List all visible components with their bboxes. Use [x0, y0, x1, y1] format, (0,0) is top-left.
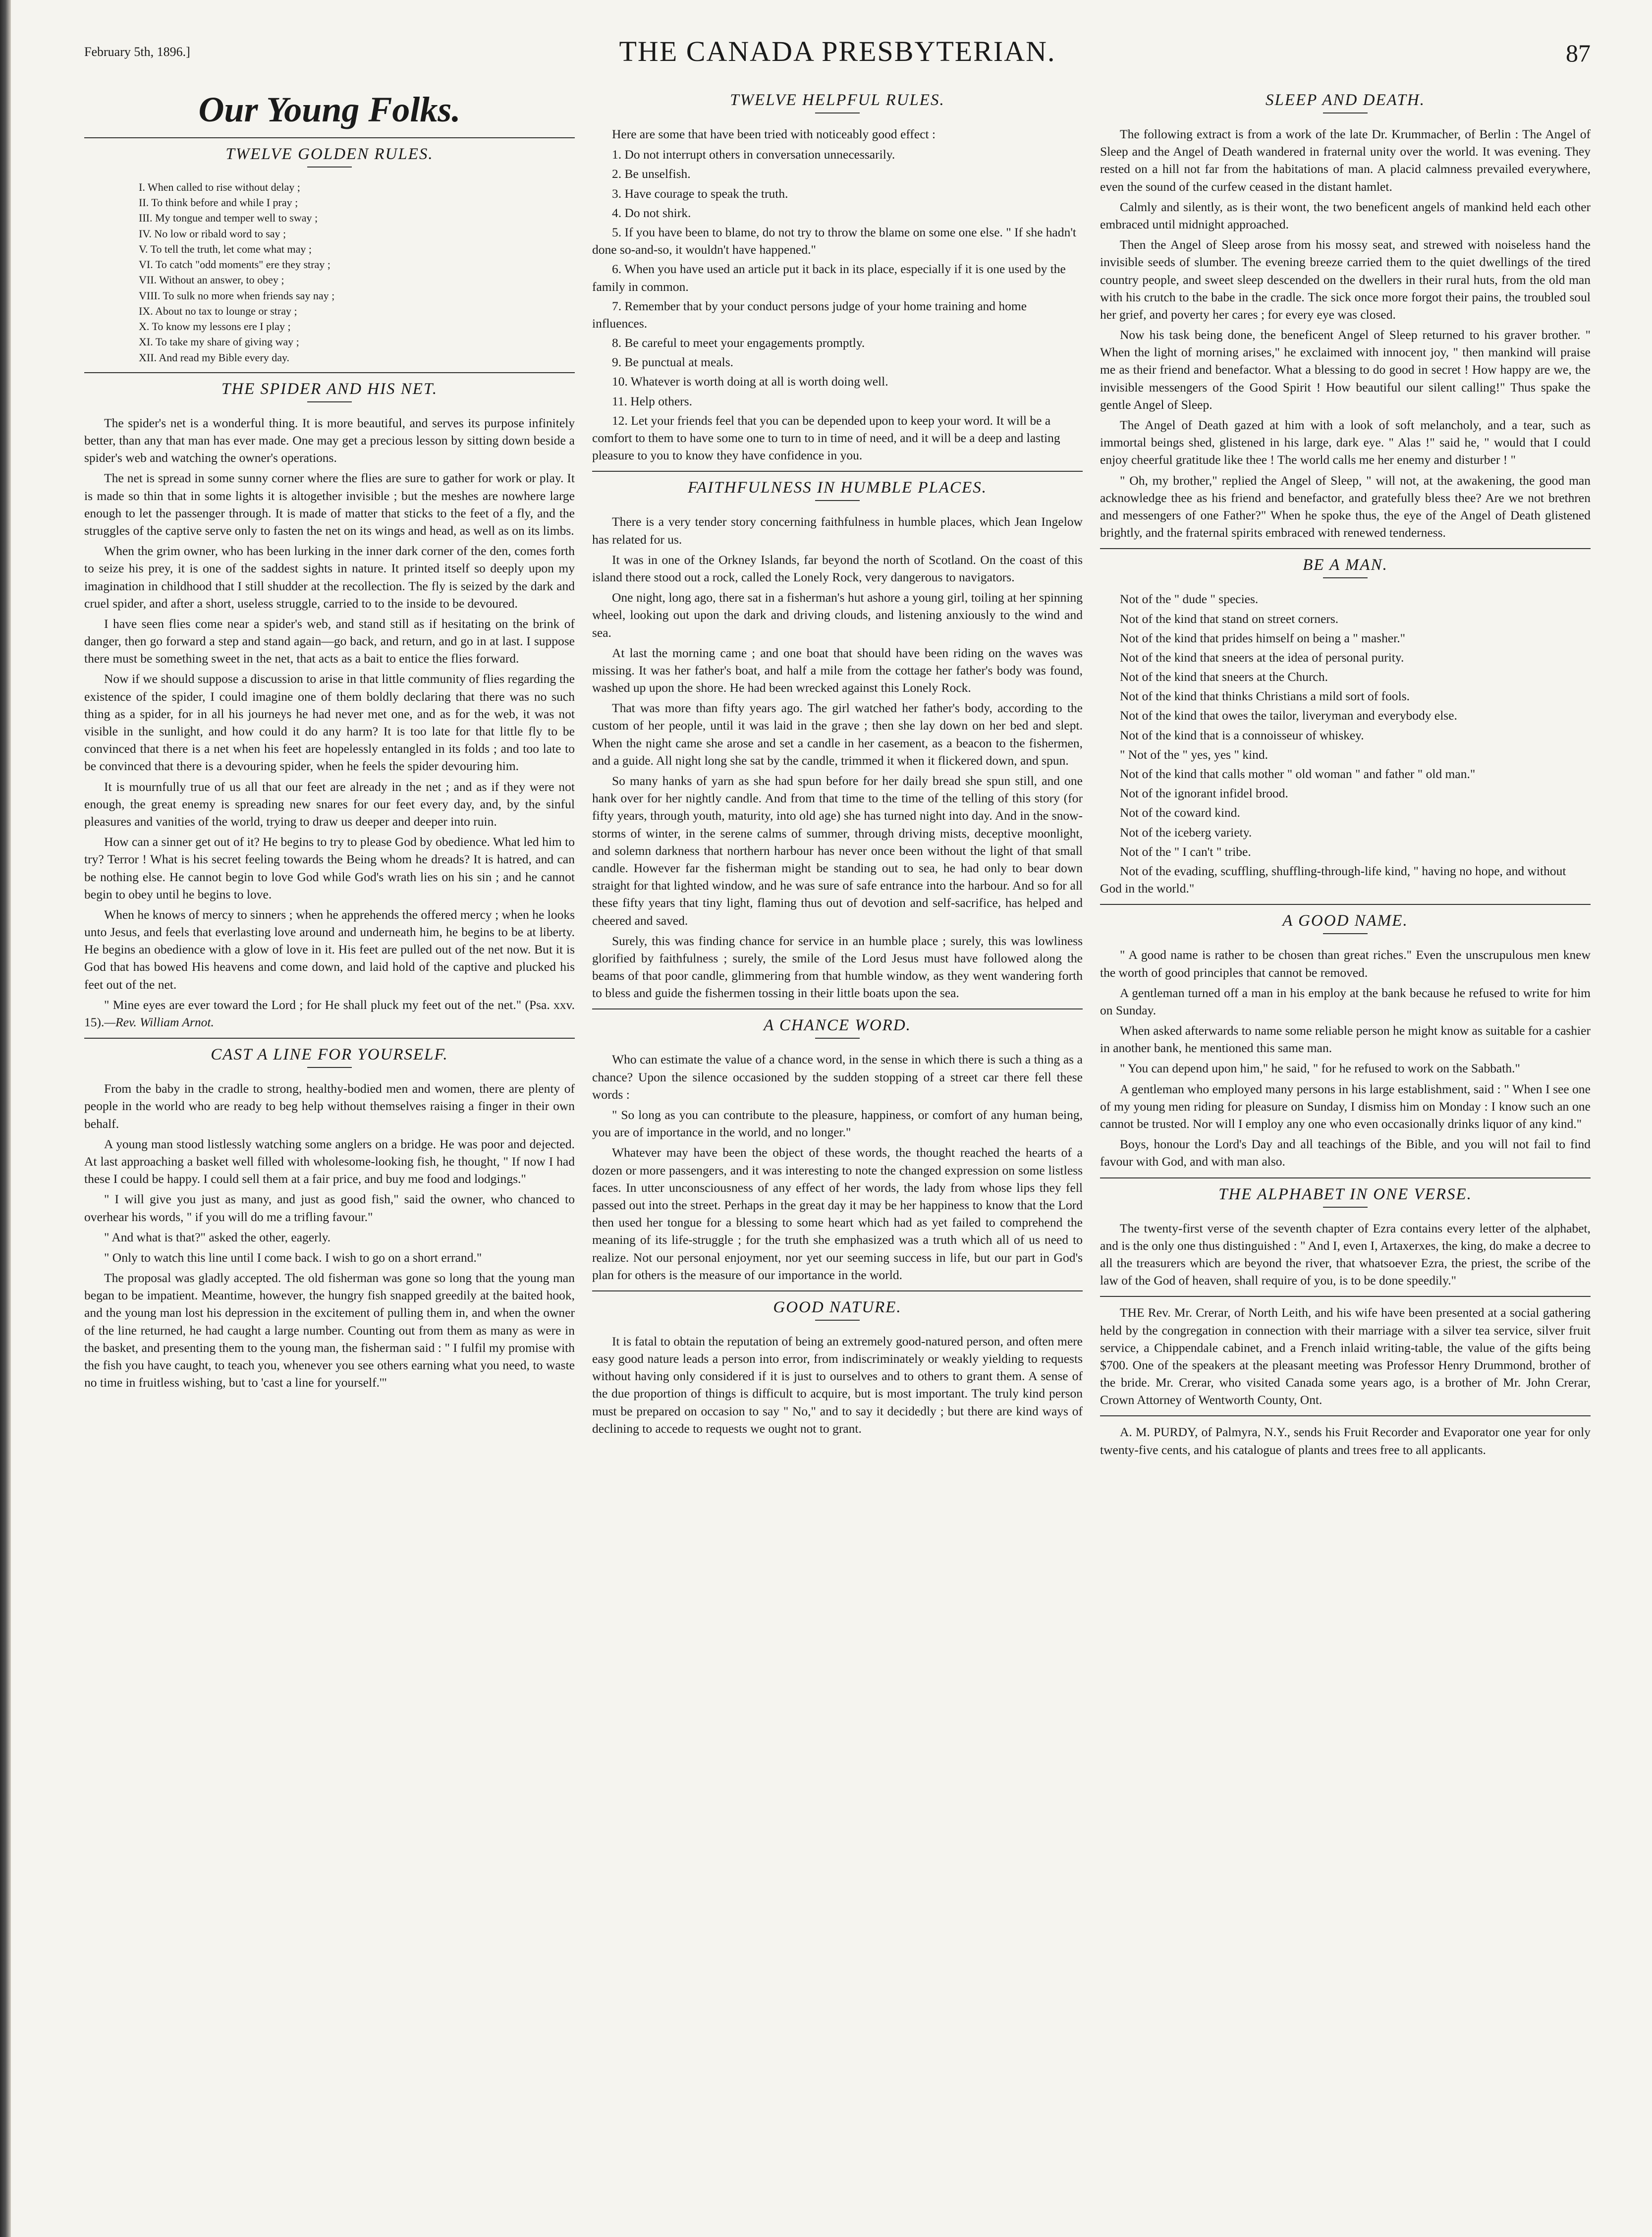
divider: [84, 1038, 575, 1039]
list-item: IV. No low or ribald word to say ;: [139, 227, 286, 240]
paragraph: That was more than fifty years ago. The girl watched her father's body, according to the custom of her people, until it was laid in the grave ; then she lay down on her bed and slept. When the night came she arose and set a candle in her casement, as a beacon to the fishermen, and a guide. All night long she sat by the candle, trimmed it when it flickered down, and spun.: [592, 701, 1083, 768]
list-item: Not of the kind that prides himself on being a " masher.": [1120, 630, 1406, 645]
divider: [1100, 904, 1591, 905]
list-item: Not of the kind that thinks Christians a mild sort of fools.: [1120, 689, 1410, 704]
section-title: GOOD NATURE.: [773, 1298, 902, 1316]
list-item: IX. About no tax to lounge or stray ;: [139, 304, 297, 317]
paragraph: Boys, honour the Lord's Day and all teachings of the Bible, and you will not fail to find favour with God, and with man also.: [1100, 1137, 1591, 1169]
paragraph: " A good name is rather to be chosen than great riches." Even the unscrupulous men knew the worth of good principles that cannot be removed.: [1100, 948, 1591, 980]
paragraph: One night, long ago, there sat in a fisherman's hut ashore a young girl, toiling at her spinning wheel, looking out upon the dark and driving clouds, and listening anxiously to the wind and sea.: [592, 590, 1083, 640]
column-3: [1100, 84, 1591, 2215]
paragraph: So many hanks of yarn as she had spun before for her daily bread she spun still, and one hank over for her nightly candle. And from that time to the time of the telling of this story (for fifty years, through youth, maturity, into old age) she has turned night into day. And in the snow-storms of winter, in the serene calms of summer, through driving mists, deceptive moonlight, and solemn darkness that northern harbour has never once been without the light of that small candle. However far the fisherman might be standing out to sea, he had only to bear down straight for that lighted window, and he was sure of safe entrance into the harbour. And so for all these fifty years that tiny light, flaming thus out of devotion and self-sacrifice, has helped and cheered and saved.: [592, 774, 1083, 928]
column-2: [592, 84, 1083, 2215]
paragraph: It is mournfully true of us all that our feet are already in the net ; and as if they were not enough, the great enemy is spreading new snares for our feet every day, and, by the sinful pleasures and vanities of the world, trying to draw us deeper and deeper into ruin.: [84, 779, 575, 829]
paragraph: There is a very tender story concerning faithfulness in humble places, which Jean Ingelow has related for us.: [592, 514, 1083, 547]
list-item: X. To know my lessons ere I play ;: [139, 320, 291, 333]
divider: [1100, 1177, 1591, 1178]
list-item: " Not of the " yes, yes " kind.: [1120, 747, 1268, 762]
paragraph: The proposal was gladly accepted. The old fisherman was gone so long that the young man began to be impatient. Meantime, however, the hungry fish snapped greedily at the baited hook, and the young man lost his depression in the excitement of pulling them in, and when the owner of the line returned, he had caught a large number. Counting out from them as many as were in the basket, and presenting them to the young man, the fisherman said : " I fulfil my promise with the fish you have caught, to teach you, whenever you see others earning what you need, to waste no time in fruitless wishing, but to 'cast a line for yourself.'": [84, 1271, 575, 1390]
divider: [1100, 1296, 1591, 1297]
paragraph: [84, 996, 575, 1031]
list-item: XII. And read my Bible every day.: [139, 351, 290, 364]
divider: [1323, 577, 1368, 578]
paragraph: The Angel of Death gazed at him with a look of soft melancholy, and a tear, such as immortal beings shed, glistened in his large, dark eye. " Alas !" said he, " would that I could enjoy cheerful gratitude like thee ! The world calls me her enemy and disturber ! ": [1100, 418, 1591, 467]
section-title: CAST A LINE FOR YOURSELF.: [211, 1046, 448, 1064]
department-heading: Our Young Folks.: [198, 90, 461, 129]
paragraph: The net is spread in some sunny corner where the flies are sure to gather for work or play. It is made so thin that in some lights it is altogether invisible ; but the meshes are nowhere large enough to let the passenger through. It is made of matter that sticks to the feet of a fly, and the struggles of the captive serve only to fasten the net on its wings and head, as well as on its limbs.: [84, 471, 575, 538]
divider: [1323, 1207, 1368, 1208]
notice-paragraph: THE Rev. Mr. Crerar, of North Leith, and his wife have been presented at a social gathering held by the congregation in connection with their marriage with a silver tea service, silver fruit service, a Chippendale cabinet, and a French inlaid writing-table, the value of the gifts being $700. One of the speakers at the pleasant meeting was Professor Henry Drummond, brother of the bride. Mr. Crerar, who visited Canada some years ago, is a brother of Mr. John Crerar, Crown Attorney of Wentworth County, Ont.: [1100, 1305, 1591, 1407]
paragraph: Who can estimate the value of a chance word, in the sense in which there is such a thing as a chance? Upon the silence occasioned by the sudden stopping of a street car there fell these words :: [592, 1052, 1083, 1102]
paragraph: A gentleman turned off a man in his employ at the bank because he refused to write for him on Sunday.: [1100, 985, 1591, 1017]
paragraph: " You can depend upon him," he said, " for he refused to work on the Sabbath.": [1120, 1061, 1520, 1076]
list-item: II. To think before and while I pray ;: [139, 196, 298, 209]
section-title: SLEEP AND DEATH.: [1266, 91, 1425, 109]
divider: [1323, 112, 1368, 113]
list-item: 4. Do not shirk.: [612, 205, 691, 220]
paragraph: " So long as you can contribute to the pleasure, happiness, or comfort of any human being, you are of importance in the world, and no longer.": [592, 1108, 1083, 1140]
list-item: Not of the iceberg variety.: [1120, 825, 1252, 839]
list-item: V. To tell the truth, let come what may ;: [139, 242, 312, 255]
paragraph: " And what is that?" asked the other, eagerly.: [104, 1230, 331, 1244]
divider: [815, 500, 860, 501]
newspaper-page: [84, 15, 1591, 2225]
list-item: VIII. To sulk no more when friends say nay ;: [139, 289, 335, 302]
divider: [307, 1067, 352, 1068]
section-title: TWELVE GOLDEN RULES.: [225, 145, 434, 163]
divider: [815, 1038, 860, 1039]
list-item: Not of the ignorant infidel brood.: [1120, 786, 1288, 801]
list-item: Not of the kind that owes the tailor, liveryman and everybody else.: [1120, 708, 1457, 723]
issue-date: February 5th, 1896.]: [84, 45, 190, 59]
paragraph: When asked afterwards to name some reliable person he might know as suitable for a cashier in another bank, he mentioned this same man.: [1100, 1023, 1591, 1056]
page-number: 87: [1566, 39, 1591, 67]
divider: [592, 1008, 1083, 1009]
paragraph: The spider's net is a wonderful thing. It is more beautiful, and serves its purpose infinitely better, than any that man has ever made. One may get a precious lesson by sitting down beside a spider's web and watching the owner's operations.: [84, 415, 575, 465]
page-binding-edge: [0, 0, 11, 2237]
section-title: TWELVE HELPFUL RULES.: [730, 91, 945, 109]
list-item: Not of the " dude " species.: [1120, 592, 1259, 607]
list-item: 10. Whatever is worth doing at all is worth doing well.: [612, 374, 888, 389]
divider: [84, 137, 575, 138]
paragraph: A young man stood listlessly watching some anglers on a bridge. He was poor and dejected. At last approaching a basket well filled with wholesome-looking fish, he thought, " If now I had these I could be happy. I could sell them at a fair price, and buy me food and lodgings.": [84, 1136, 575, 1186]
list-item: III. My tongue and temper well to sway ;: [139, 212, 318, 224]
paragraph: I have seen flies come near a spider's web, and stand still as if hesitating on the brink of danger, then go forward a step and stand again—go back, and return, and go in at last. I suppose there must be something sweet in the net, that acts as a bait to entice the flies forward.: [84, 616, 575, 666]
divider: [815, 1320, 860, 1321]
list-item: 3. Have courage to speak the truth.: [612, 186, 788, 201]
paragraph: When he knows of mercy to sinners ; when he apprehends the offered mercy ; when he looks unto Jesus, and feels that everlasting love around and underneath him, he begins to be at liberty. He begins an obedience with a glow of love in it. His feet are pulled out of the net now. But it is God that has bowed His heavens and come down, and laid hold of the captive and plucked his feet out of the net.: [84, 907, 575, 992]
list-item: Not of the evading, scuffling, shuffling-through-life kind, " having no hope, and without God in the world.": [1100, 863, 1566, 896]
section-title: THE SPIDER AND HIS NET.: [221, 380, 438, 398]
section-title: THE ALPHABET IN ONE VERSE.: [1218, 1185, 1472, 1203]
paragraph: How can a sinner get out of it? He begins to try to please God by obedience. What led him to try? Terror ! What is his secret feeling towards the Being whom he dreads? It is hatred, and can be nothing else. He cannot begin to love God while God's wrath lies on his sin ; and he cannot begin to obey until he begins to love.: [84, 835, 575, 901]
list-item: I. When called to rise without delay ;: [139, 181, 300, 193]
list-item: 12. Let your friends feel that you can be depended upon to keep your word. It will be a comfort to them to have some one to turn to in time of need, and it will be a deep and lasting pleasure to you to know they have confidence in you.: [592, 413, 1060, 463]
paragraph: " Only to watch this line until I come back. I wish to go on a short errand.": [104, 1250, 482, 1265]
list-item: 8. Be careful to meet your engagements promptly.: [612, 336, 865, 350]
list-item: 5. If you have been to blame, do not try to throw the blame on some one else. " If she hadn't done so-and-so, it wouldn't have happened.": [592, 224, 1077, 257]
divider: [592, 471, 1083, 472]
paragraph: Now his task being done, the beneficent Angel of Sleep returned to his graver brother. " When the light of morning arises," he exclaimed with innocent joy, " then mankind will praise me as their friend and benefactor. What a blessing to do good in secret ! How happy are we, the invisible messengers of the Good Spirit ! How beautiful our silent calling!" Thus spake the gentle Angel of Sleep.: [1100, 328, 1591, 412]
list-item: Not of the " I can't " tribe.: [1120, 844, 1251, 859]
divider: [1100, 1415, 1591, 1416]
paragraph: Surely, this was finding chance for service in an humble place ; surely, this was lowliness glorified by faithfulness ; surely, the smile of the Lord Jesus must have followed along the beams of that poor candle, glimmering from that humble window, as they went wandering forth to bless and guide the fishermen tossing in their little boats upon the sea.: [592, 933, 1083, 1001]
signature: —Rev. William Arnot.: [104, 1015, 214, 1029]
paragraph: Then the Angel of Sleep arose from his mossy seat, and strewed with noiseless hand the invisible seeds of slumber. The evening breeze carried them to the quiet dwellings of the tired country people, and sweet sleep descended on the dwellers in their rural huts, from the old man with his crutch to the babe in the cradle. The sick once more forgot their pains, the troubled soul her grief, and poverty her cares ; for every eye was closed.: [1100, 237, 1591, 322]
list-item: Not of the kind that is a connoisseur of whiskey.: [1120, 727, 1364, 742]
list-item: Not of the kind that sneers at the Church.: [1120, 670, 1328, 684]
list-item: 9. Be punctual at meals.: [612, 355, 734, 370]
divider: [1323, 933, 1368, 934]
section-title: A GOOD NAME.: [1282, 912, 1408, 930]
masthead: [84, 15, 1591, 74]
list-item: Not of the coward kind.: [1120, 805, 1240, 820]
divider: [1100, 548, 1591, 549]
paragraph: It was in one of the Orkney Islands, far beyond the north of Scotland. On the coast of this island there stood out a rock, called the Lonely Rock, very dangerous to navigators.: [592, 552, 1083, 584]
quotation: " Mine eyes are ever toward the Lord ; for He shall pluck my feet out of the net." (Psa. xxv. 15).: [84, 997, 575, 1029]
paragraph: At last the morning came ; and one boat that should have been riding on the waves was missing. It was her father's boat, and half a mile from the cottage her father's body was found, washed up upon the shore. He had been wrecked against this Lonely Rock.: [592, 645, 1083, 695]
paragraph: Now if we should suppose a discussion to arise in that little community of flies regarding the existence of the spider, I could imagine one of them boldly declaring that there was no such thing as a spider, for in all his journeys he had never met one, and as for the web, it was not visible in the sunlight, and how could it do any harm? It is too late for that little fly to be convinced that there is a net when his feet are hopelessly entangled in its folds ; and too late to be convinced that there is a devouring spider, when he feels the spider devouring him.: [84, 671, 575, 774]
list-item: 1. Do not interrupt others in conversation unnecessarily.: [612, 147, 895, 162]
list-item: VI. To catch "odd moments" ere they stray ;: [139, 258, 330, 271]
list-item: 6. When you have used an article put it back in its place, especially if it is one used by the family in common.: [592, 262, 1066, 294]
column-1: [84, 84, 575, 2215]
columns: [84, 84, 1591, 2215]
paragraph: Calmly and silently, as is their wont, the two beneficent angels of mankind held each other embraced until midnight approached.: [1100, 199, 1591, 231]
list-item: 11. Help others.: [612, 393, 692, 408]
paragraph: Here are some that have been tried with noticeably good effect :: [612, 127, 936, 141]
list-item: 2. Be unselfish.: [612, 167, 691, 181]
list-item: Not of the kind that sneers at the idea of personal purity.: [1120, 650, 1404, 665]
paragraph: " I will give you just as many, and just as good fish," said the owner, who chanced to overhear his words, " if you will do me a trifling favour.": [84, 1192, 575, 1224]
section-title: BE A MAN.: [1303, 556, 1388, 574]
divider: [84, 372, 575, 373]
paragraph: Whatever may have been the object of these words, the thought reached the hearts of a dozen or more passengers, and it was interesting to note the changed expression on some listless faces. In utter unconsciousness of any effect of her words, the lady from whose lips they fell passed out into the street. Perhaps in the great day it may be her happiness to know that the Lord then used her tongue for a blessing to some heart which had as yet failed to comprehend the meaning of its life-struggle ; for the truth she emphasized was a truth which all of us need to realize. Not our personal enjoyment, nor yet our seeming success in life, but our part in God's plan for others is the measure of our importance in the world.: [592, 1145, 1083, 1282]
paragraph: A gentleman who employed many persons in his large establishment, said : " When I see one of my young men riding for pleasure on Sunday, I dismiss him on Monday : I know such an one cannot be trusted. Nor will I employ any one who even occasionally drinks liquor of any kind.": [1100, 1081, 1591, 1131]
list-item: Not of the kind that calls mother " old woman " and father " old man.": [1120, 767, 1476, 781]
paragraph: " Oh, my brother," replied the Angel of Sleep, " will not, at the awakening, the good man acknowledge thee as his friend and benefactor, and gratefully bless thee? Are we not brethren and messengers of one Father?" When he spoke thus, the eye of the Angel of Death glistened brightly, and the fraternal spirits embraced with renewed tenderness.: [1100, 473, 1591, 540]
list-item: XI. To take my share of giving way ;: [139, 336, 299, 348]
list-item: VII. Without an answer, to obey ;: [139, 274, 284, 286]
paragraph: From the baby in the cradle to strong, healthy-bodied men and women, there are plenty of people in the world who are ready to beg help without themselves raising a finger in their own behalf.: [84, 1081, 575, 1131]
paragraph: When the grim owner, who has been lurking in the inner dark corner of the den, comes forth to seize his prey, it is one of the saddest sights in nature. It printed itself so deeply upon my imagination in childhood that I still shudder at the recollection. The fly is seized by the dark and cruel spider, and after a short, useless struggle, carried to to the inside to be devoured.: [84, 544, 575, 611]
list-item: Not of the kind that stand on street corners.: [1120, 611, 1339, 626]
paragraph: It is fatal to obtain the reputation of being an extremely good-natured person, and often mere easy good nature leads a person into error, from indiscriminately or weakly yielding to requests without having only considered if it is just to ourselves and to others to grant them. A sense of the due proportion of things is difficult to acquire, but is most important. The truly kind person must be prepared on occasion to say " No," and to say it decidedly ; but there are kind ways of declining to accede to requests we ought not to grant.: [592, 1334, 1083, 1436]
divider: [307, 401, 352, 402]
divider: [592, 1290, 1083, 1291]
newspaper-title: THE CANADA PRESBYTERIAN.: [619, 35, 1056, 67]
paragraph: The twenty-first verse of the seventh chapter of Ezra contains every letter of the alphabet, and is the only one thus distinguished : " And I, even I, Artaxerxes, the king, do make a decree to all the treasurers which are beyond the river, that whatsoever Ezra, the priest, the scribe of the law of the God of heaven, shall require of you, is to be done speedily.": [1100, 1221, 1591, 1288]
list-item: 7. Remember that by your conduct persons judge of your home training and home influences.: [592, 298, 1027, 331]
helpful-rules-list: [592, 146, 1083, 464]
section-title: A CHANCE WORD.: [764, 1016, 911, 1035]
golden-rules-list: [84, 179, 575, 365]
section-title: FAITHFULNESS IN HUMBLE PLACES.: [688, 479, 987, 497]
divider: [307, 167, 352, 168]
paragraph: The following extract is from a work of the late Dr. Krummacher, of Berlin : The Angel of Sleep and the Angel of Death wandered in fraternal unity over the world. It was evening. They rested on a hill not far from the habitations of man. A placid calmness prevailed everywhere, even the sound of the curfew ceased in the distant hamlet.: [1100, 127, 1591, 194]
divider: [815, 112, 860, 113]
notice-paragraph: A. M. PURDY, of Palmyra, N.Y., sends his Fruit Recorder and Evaporator one year for only twenty-five cents, and his catalogue of plants and trees free to all applicants.: [1100, 1425, 1591, 1457]
